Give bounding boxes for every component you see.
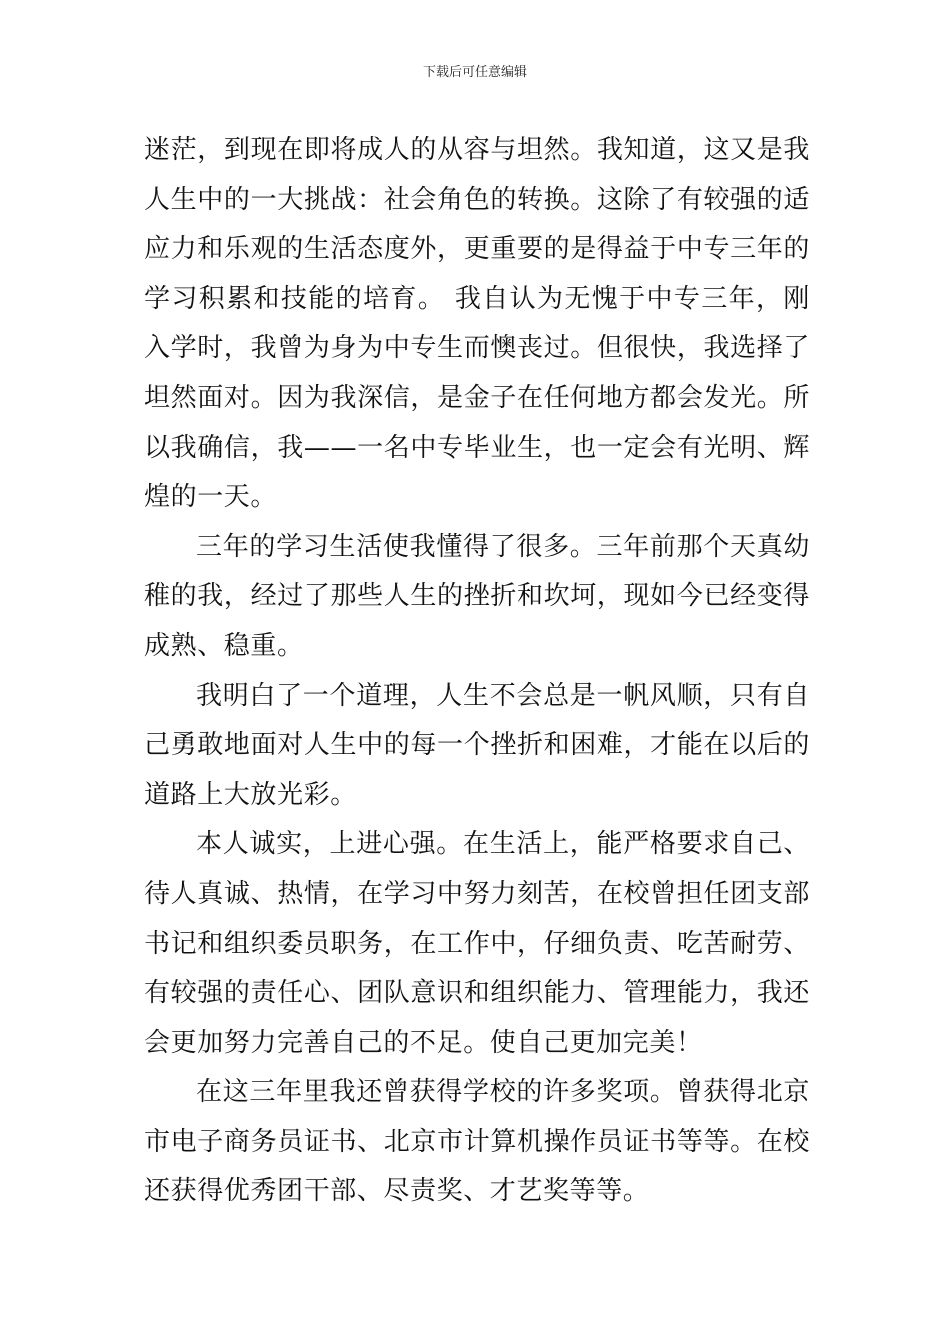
document-body: [144, 126, 810, 1217]
paragraph-continuation: 迷茫，到现在即将成人的从容与坦然。我知道，这又是我人生中的一大挑战：社会角色的转换。这除了有较强的适应力和乐观的生活态度外，更重要的是得益于中专三年的学习积累和技能的培育。 我自认为无愧于中专三年，刚入学时，我曾为身为中专生而懊丧过。但很快，我选择了坦然面对。因为我深信，是金子在任何地方都会发光。所以我确信，我——一名中专毕业生，也一定会有光明、辉煌的一天。: [144, 135, 810, 513]
paragraph: 本人诚实，上进心强。在生活上，能严格要求自己、待人真诚、热情，在学习中努力刻苦，在校曾担任团支部书记和组织委员职务，在工作中，仔细负责、吃苦耐劳、有较强的责任心、团队意识和组织能力、管理能力，我还会更加努力完善自己的不足。使自己更加完美！: [144, 829, 810, 1058]
paragraph: 我明白了一个道理，人生不会总是一帆风顺，只有自己勇敢地面对人生中的每一个挫折和困难，才能在以后的道路上大放光彩。: [144, 680, 810, 810]
page-header: 下载后可任意编辑: [422, 65, 527, 80]
paragraph: 三年的学习生活使我懂得了很多。三年前那个天真幼稚的我，经过了那些人生的挫折和坎坷，现如今已经变得成熟、稳重。: [144, 531, 810, 661]
paragraph: 在这三年里我还曾获得学校的许多奖项。曾获得北京市电子商务员证书、北京市计算机操作员证书等等。在校还获得优秀团干部、尽责奖、才艺奖等等。: [144, 1077, 810, 1207]
